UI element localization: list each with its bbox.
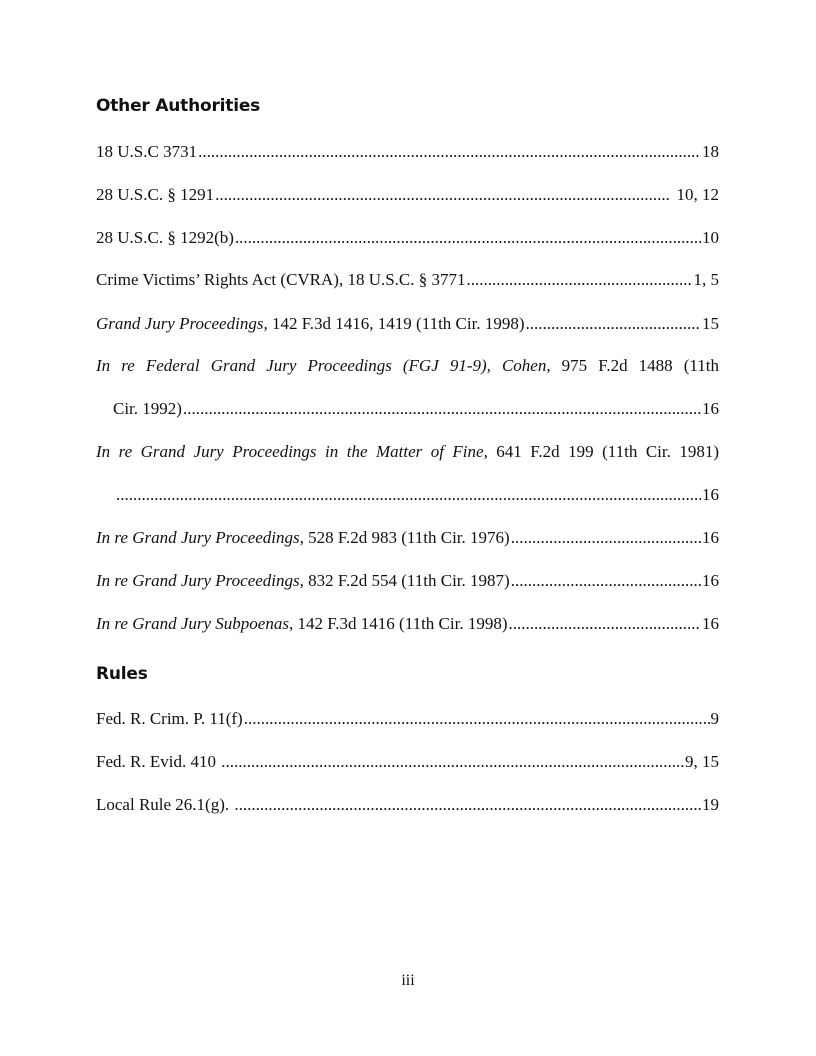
dot-leader <box>198 142 701 162</box>
entry-pages: 1, 5 <box>693 270 719 289</box>
dot-leader <box>467 270 693 290</box>
entry-pages: 16 <box>702 614 719 633</box>
entry-pages: 16 <box>702 485 719 504</box>
toc-entry <box>96 614 719 634</box>
section-heading-rules: Rules <box>96 664 148 684</box>
toc-entry <box>96 228 719 248</box>
dot-leader <box>221 752 684 772</box>
entry-pages: 10, 12 <box>672 185 719 204</box>
citation: , 975 F.2d 1488 (11th <box>546 356 719 375</box>
toc-entry <box>96 571 719 591</box>
entry-text: Cir. 1992) <box>113 399 182 418</box>
dot-leader <box>244 709 710 729</box>
toc-entry <box>96 752 719 772</box>
entry-text <box>96 314 525 334</box>
toc-entry <box>96 528 719 548</box>
entry-pages: 19 <box>702 795 719 814</box>
toc-entry <box>96 442 719 462</box>
dot-leader <box>116 485 701 505</box>
toc-entry <box>96 270 719 290</box>
entry-text: 28 U.S.C. § 1291 <box>96 185 215 204</box>
entry-pages: 9, 15 <box>685 752 719 771</box>
entry-text <box>96 614 508 634</box>
entry-text: Fed. R. Crim. P. 11(f) <box>96 709 243 728</box>
entry-text <box>96 571 510 591</box>
citation: , 832 F.2d 554 (11th Cir. 1987) <box>299 571 510 590</box>
entry-pages: 9 <box>710 709 719 728</box>
toc-entry <box>96 356 719 376</box>
toc-entry-continuation <box>96 485 719 505</box>
entry-text: 18 U.S.C 3731 <box>96 142 198 161</box>
toc-entry <box>96 314 719 334</box>
case-name: In re Grand Jury Subpoenas <box>96 614 289 633</box>
toc-entry <box>96 795 719 815</box>
entry-pages: 15 <box>702 314 719 333</box>
dot-leader <box>235 228 701 248</box>
toc-entry <box>96 185 719 205</box>
toc-entry <box>96 709 719 729</box>
citation: , 641 F.2d 199 (11th Cir. 1981) <box>483 442 719 461</box>
entry-text: 28 U.S.C. § 1292(b) <box>96 228 234 247</box>
case-name: In re Grand Jury Proceedings <box>96 528 300 547</box>
citation: , 528 F.2d 983 (11th Cir. 1976) <box>299 528 510 547</box>
entry-pages: 16 <box>702 571 719 590</box>
dot-leader <box>215 185 671 205</box>
entry-text <box>96 442 719 462</box>
case-name: Grand Jury Proceedings <box>96 314 264 333</box>
entry-text: Local Rule 26.1(g). <box>96 795 234 814</box>
citation: , 142 F.3d 1416, 1419 (11th Cir. 1998) <box>263 314 525 333</box>
page-number: iii <box>401 972 415 989</box>
toc-entry-continuation <box>96 399 719 419</box>
dot-leader <box>511 571 701 591</box>
dot-leader <box>509 614 702 634</box>
dot-leader <box>234 795 701 815</box>
case-name: In re Grand Jury Proceedings <box>96 571 300 590</box>
toc-entry <box>96 142 719 162</box>
entry-pages: 10 <box>702 228 719 247</box>
entry-text <box>96 528 510 548</box>
case-name: In re Grand Jury Proceedings in the Matter of Fine <box>96 442 484 461</box>
dot-leader <box>526 314 702 334</box>
case-name: In re Federal Grand Jury Proceedings (FGJ 91-9), Cohen <box>96 356 547 375</box>
dot-leader <box>511 528 701 548</box>
entry-text: Crime Victims’ Rights Act (CVRA), 18 U.S.C. § 3771 <box>96 270 466 289</box>
section-heading-other-authorities: Other Authorities <box>96 96 261 116</box>
document-page <box>96 0 719 1056</box>
dot-leader <box>183 399 701 419</box>
entry-text <box>96 356 719 376</box>
citation: , 142 F.3d 1416 (11th Cir. 1998) <box>288 614 508 633</box>
entry-text: Fed. R. Evid. 410 <box>96 752 221 771</box>
entry-pages: 16 <box>702 528 719 547</box>
entry-pages: 16 <box>702 399 719 418</box>
entry-pages: 18 <box>702 142 719 161</box>
